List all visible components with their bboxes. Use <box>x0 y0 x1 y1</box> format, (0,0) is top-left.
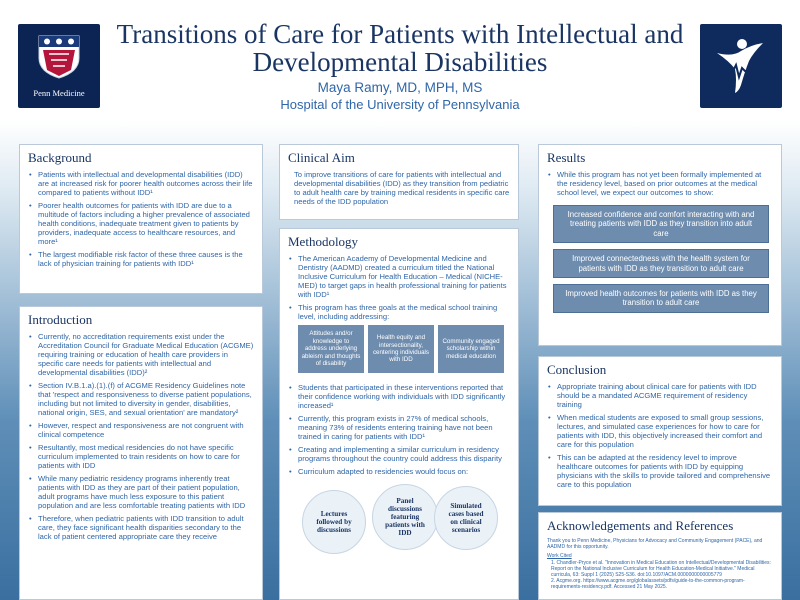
introduction-bullet: • Currently, no accreditation requirements exist under the Accreditation Council for Graduate Medical Education (ACGME) requiring training or education of health care providers in specific care needs for patients with intellectual and developmental disabilities (IDD)² <box>28 332 254 377</box>
results-panel <box>538 144 782 346</box>
organization-logo <box>700 24 782 108</box>
methodology-bullet: • This program has three goals at the medical school training level, including addressing: <box>288 303 510 321</box>
methodology-bullet: • Curriculum adapted to residencies would focus on: <box>288 467 510 476</box>
introduction-bullet: • Section IV.B.1.a).(1).(f) of ACGME Residency Guidelines note that 'respect and responsiveness to diverse patient populations, including but not limited to diversity in gender, disabilities, national origin, SES, and sexual orientation' are mandatory² <box>28 381 254 417</box>
poster-title <box>110 20 690 76</box>
reference-item: 1. Chandler-Pryce et al. "Innovation in Medical Education on Intellectual/Developmental Disabilities: Report on the National Inclusive Curriculum for Health Education-Medical Initiative." Medical curricula, 63: Suppl 1 (2025) S25-S36. doi:10.1097/ACM.0000000000005779 <box>551 560 771 578</box>
logo-text: Penn Medicine <box>33 88 85 98</box>
clinical-aim-panel <box>279 144 519 220</box>
affiliation: Hospital of the University of Pennsylvania <box>280 97 520 112</box>
curriculum-circle: Panel discussions featuring patients with IDD <box>372 484 438 550</box>
title-line-1: Transitions of Care for Patients with Intellectual and <box>116 19 684 49</box>
curriculum-circle: Simulated cases based on clinical scenarios <box>434 486 498 550</box>
methodology-panel <box>279 228 519 600</box>
conclusion-bullet: • Appropriate training about clinical care for patients with IDD should be a mandated ACGME requirement of residency training <box>547 382 773 409</box>
methodology-bullet: • Creating and implementing a similar curriculum in residency programs throughout the country could address this disparity <box>288 445 510 463</box>
clinical-aim-text: To improve transitions of care for patients with intellectual and developmental disabilities (IDD) as they transition from pediatric to adult health care by training medical residents in specific care needs of the IDD population <box>294 170 510 206</box>
clinical-aim-heading: Clinical Aim <box>288 150 355 165</box>
conclusion-bullet: • When medical students are exposed to small group sessions, lectures, and simulated case experiences for how to care for patients with IDD, this objectively increased their comfort and care for this population <box>547 413 773 449</box>
goal-box: Attitudes and/or knowledge to address underlying ableism and thoughts of disability <box>298 325 364 373</box>
goal-box: Community engaged scholarship within medical education <box>438 325 504 373</box>
introduction-panel <box>19 306 263 600</box>
acknowledgements-thanks: Thank you to Penn Medicine, Physicians for Advocacy and Community Engagement (PACE), and AADMD for this opportunity. <box>547 538 763 550</box>
background-panel <box>19 144 263 294</box>
result-box: Increased confidence and comfort interacting with and treating patients with IDD as they transition into adult care <box>553 205 769 243</box>
conclusion-bullet: • This can be adapted at the residency level to improve healthcare outcomes for patients with IDD by equipping physicians with the skills to provide tailored and comprehensive care to this population <box>547 453 773 489</box>
curriculum-circles <box>288 484 510 564</box>
introduction-bullet: • Therefore, when pediatric patients with IDD transition to adult care, they face significant health disparities secondary to the lack of patient centered appropriate care they receive <box>28 514 254 541</box>
goal-box: Health equity and intersectionality, centering individuals with IDD <box>368 325 434 373</box>
acknowledgements-panel <box>538 512 782 600</box>
introduction-bullet: • However, respect and responsiveness are not congruent with clinical competence <box>28 421 254 439</box>
acknowledgements-heading: Acknowledgements and References <box>547 518 734 533</box>
background-heading: Background <box>28 150 92 165</box>
title-line-2: Developmental Disabilities <box>252 47 548 77</box>
introduction-bullet: • While many pediatric residency programs inherently treat patients with IDD as they are part of their patient population, adult programs have much less exposure to this patient population and are less comfortable treating patients with IDD <box>28 474 254 510</box>
works-cited-label: Work Cited <box>547 553 572 559</box>
introduction-bullet: • Resultantly, most medical residencies do not have specific curriculum implemented to train residents on how to care for patients with IDD <box>28 443 254 470</box>
shield-icon <box>37 34 81 80</box>
result-box: Improved health outcomes for patients with IDD as they transition to adult care <box>553 284 769 313</box>
background-bullet: • Poorer health outcomes for patients with IDD are due to a multitude of factors including a higher prevalence of associated health conditions, inadequate treatment given to patients by providers, inadequate access to healthcare resources, and more¹ <box>28 201 254 246</box>
curriculum-circle: Lectures followed by discussions <box>302 490 366 554</box>
introduction-heading: Introduction <box>28 312 93 327</box>
results-heading: Results <box>547 150 586 165</box>
conclusion-panel <box>538 356 782 506</box>
results-intro: • While this program has not yet been formally implemented at the residency level, based on prior outcomes at the medical school level, we expect our outcomes to show: <box>547 170 773 197</box>
methodology-bullet: • Currently, this program exists in 27% of medical schools, meaning 73% of residents entering training have not been trained in caring for patients with IDD¹ <box>288 414 510 441</box>
methodology-bullet: • The American Academy of Developmental Medicine and Dentistry (AADMD) created a curriculum titled the National Inclusive Curriculum for Health Education – Medical (NICHE-MED) to target gaps in health professional training for patients with IDD¹ <box>288 254 510 299</box>
figure-heartbeat-icon <box>711 35 771 97</box>
background-bullet: • Patients with intellectual and developmental disabilities (IDD) are at increased risk for poorer health outcomes across their life compared to patients without IDD¹ <box>28 170 254 197</box>
goals-row <box>298 325 510 373</box>
conclusion-heading: Conclusion <box>547 362 607 377</box>
background-bullet: • The largest modifiable risk factor of these three causes is the lack of physician training for patients with IDD¹ <box>28 250 254 268</box>
methodology-bullet: • Students that participated in these interventions reported that their confidence working with individuals with IDD significantly increased¹ <box>288 383 510 410</box>
result-box: Improved connectedness with the health system for patients with IDD as they transition to adult care <box>553 249 769 278</box>
penn-medicine-logo <box>18 24 100 108</box>
reference-item: 2. Acgme.org. https://www.acgme.org/globalassets/pdfs/guide-to-the-common-program-requirements-residency.pdf. Accessed 21 May 2025. <box>551 578 745 590</box>
methodology-heading: Methodology <box>288 234 359 249</box>
author-name: Maya Ramy, MD, MPH, MS <box>317 80 483 95</box>
